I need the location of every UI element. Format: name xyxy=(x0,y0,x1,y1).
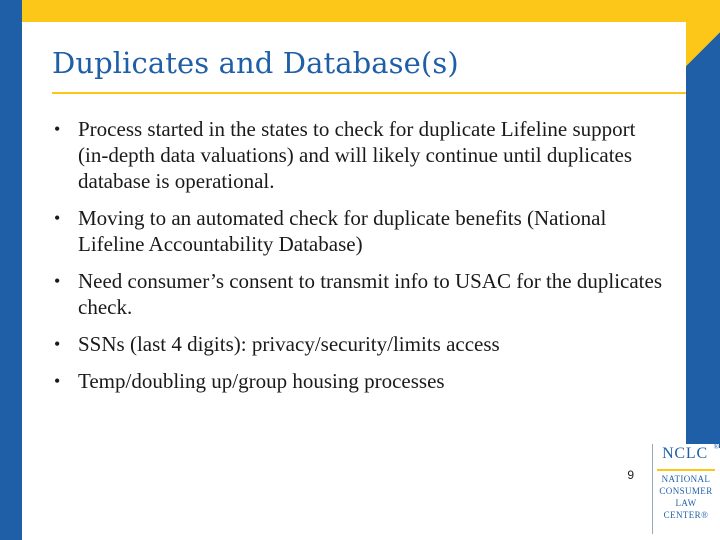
bullet-text: Temp/doubling up/group housing processes xyxy=(78,369,445,393)
bullet-text: SSNs (last 4 digits): privacy/security/limits access xyxy=(78,332,500,356)
registered-mark: ® xyxy=(713,443,719,451)
bullet-list xyxy=(52,116,664,394)
slide-content xyxy=(22,22,686,540)
bullet-item xyxy=(52,331,664,357)
title-divider xyxy=(52,92,686,94)
logo-line-national: NATIONAL xyxy=(661,474,711,484)
bullet-dot-icon: • xyxy=(54,119,61,139)
logo-line-consumer: CONSUMER xyxy=(659,486,713,496)
top-yellow-border xyxy=(0,0,720,22)
bullet-item xyxy=(52,268,664,320)
bullet-text: Need consumer’s consent to transmit info to USAC for the duplicates check. xyxy=(78,269,663,319)
nclc-logo-wordmark: NCLC xyxy=(662,445,708,462)
right-corner-accent xyxy=(686,18,720,448)
bullet-item xyxy=(52,205,664,257)
bullet-dot-icon: • xyxy=(54,334,61,354)
page-number: 9 xyxy=(627,468,634,482)
nclc-logo xyxy=(652,444,719,534)
bullet-text: Moving to an automated check for duplicate benefits (National Lifeline Accountability Database) xyxy=(78,206,607,256)
bullet-dot-icon: • xyxy=(54,208,61,228)
logo-divider xyxy=(657,469,715,471)
page-title: Duplicates and Database(s) xyxy=(52,46,459,80)
bullet-item xyxy=(52,368,664,394)
bullet-dot-icon: • xyxy=(54,371,61,391)
left-blue-border xyxy=(0,0,22,540)
logo-line-center: CENTER® xyxy=(663,510,709,520)
bullet-text: Process started in the states to check for duplicate Lifeline support (in-depth data valuations) and will likely continue until duplicates database is operational. xyxy=(78,117,636,193)
bullet-item xyxy=(52,116,664,194)
logo-line-law: LAW xyxy=(675,498,697,508)
bullet-dot-icon: • xyxy=(54,271,61,291)
